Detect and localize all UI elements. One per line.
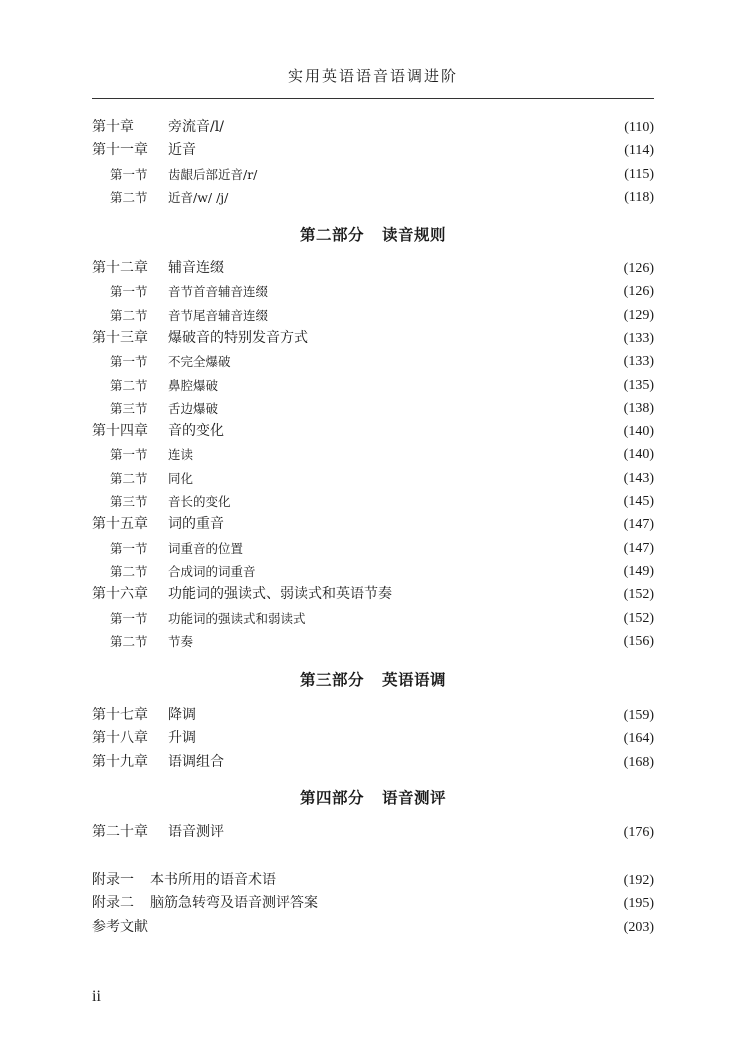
entry-title: 语音测评 (168, 824, 224, 840)
entry-title: 语调组合 (168, 753, 224, 770)
entry-title: 合成词的词重音 (168, 563, 256, 579)
entry-page-number: (159) (623, 708, 654, 723)
entry-number: 参考文献 (92, 918, 148, 935)
entry-page-number: (133) (623, 354, 654, 370)
toc-entry-section[interactable] (92, 560, 654, 583)
entry-number: 第二节 (110, 307, 148, 323)
entry-title: 音节尾音辅音连缀 (168, 307, 269, 323)
toc-entry-appendix[interactable] (92, 869, 654, 892)
dot-leader (202, 139, 618, 162)
entry-page-number: (192) (623, 873, 654, 888)
dot-leader (230, 420, 618, 443)
dot-leader (156, 916, 618, 939)
entry-page-number: (118) (624, 189, 654, 205)
entry-page-number: (143) (623, 470, 654, 486)
entry-page-number: (140) (623, 424, 654, 440)
toc-entry-chapter[interactable] (92, 704, 654, 727)
entry-number: 第一节 (110, 166, 148, 182)
entry-number: 第三节 (110, 400, 148, 416)
entry-title: 升调 (168, 730, 196, 747)
entry-title: 音节首音辅音连缀 (168, 284, 269, 300)
dot-leader (202, 704, 618, 727)
entry-title: 舌边爆破 (168, 400, 219, 416)
dot-leader (274, 304, 618, 327)
entry-page-number: (126) (623, 284, 654, 300)
dot-leader (398, 583, 618, 606)
entry-page-number: (164) (623, 731, 654, 747)
toc-entry-section[interactable] (92, 467, 654, 490)
toc-entry-appendix[interactable] (92, 892, 654, 915)
dot-leader (249, 537, 618, 560)
dot-leader (230, 257, 618, 280)
entry-number: 第十七章 (92, 707, 148, 723)
entry-title: 本书所用的语音术语 (150, 872, 276, 888)
entry-title: 近音/w/ /j/ (168, 189, 229, 205)
dot-leader (282, 869, 618, 892)
part-heading-2 (92, 223, 654, 247)
entry-title: 不完全爆破 (168, 354, 231, 370)
dot-leader (230, 751, 618, 774)
entry-page-number: (129) (623, 307, 654, 323)
toc-entry-chapter[interactable] (92, 513, 654, 536)
dot-leader (237, 490, 618, 513)
toc-entry-chapter[interactable] (92, 420, 654, 443)
entry-page-number: (152) (623, 587, 654, 603)
toc-entry-section[interactable] (92, 304, 654, 327)
toc-entry-appendix[interactable] (92, 916, 654, 939)
entry-number: 第十三章 (92, 329, 148, 346)
dot-leader (324, 892, 618, 915)
entry-title: 近音 (168, 142, 196, 159)
entry-number: 第二节 (110, 189, 148, 205)
entry-page-number: (195) (623, 896, 654, 912)
dot-leader (274, 280, 618, 303)
toc-entry-section[interactable] (92, 350, 654, 373)
entry-title: 功能词的强读式、弱读式和英语节奏 (168, 586, 392, 603)
entry-title: 脑筋急转弯及语音测评答案 (150, 895, 318, 912)
entry-title: 同化 (168, 470, 194, 486)
entry-number: 附录二 (92, 895, 134, 912)
toc-entry-section[interactable] (92, 490, 654, 513)
toc-entry-chapter[interactable] (92, 257, 654, 280)
entry-page-number: (203) (623, 919, 654, 935)
part-name: 语音测评 (382, 789, 447, 807)
entry-number: 第十五章 (92, 516, 148, 533)
toc-entry-section[interactable] (92, 607, 654, 630)
entry-number: 第三节 (110, 494, 148, 509)
entry-number: 第二节 (110, 633, 148, 649)
toc-entry-chapter[interactable] (92, 116, 654, 139)
part-name: 读音规则 (382, 226, 447, 244)
entry-number: 第一节 (110, 354, 148, 370)
entry-number: 第一节 (110, 610, 148, 626)
entry-title: 功能词的强读式和弱读式 (168, 610, 306, 626)
dot-leader (230, 116, 618, 139)
entry-page-number: (147) (623, 517, 654, 533)
dot-leader (224, 397, 618, 420)
toc-entry-section[interactable] (92, 163, 654, 186)
entry-title: 音的变化 (168, 423, 224, 440)
entry-page-number: (152) (623, 610, 654, 626)
dot-leader (230, 821, 618, 844)
dot-leader (199, 467, 618, 490)
entry-page-number: (110) (624, 120, 654, 135)
header-rule (92, 98, 654, 99)
entry-page-number: (147) (623, 540, 654, 556)
toc-entry-section[interactable] (92, 280, 654, 303)
entry-page-number: (126) (623, 261, 654, 276)
entry-number: 第二节 (110, 563, 148, 579)
entry-title: 音长的变化 (168, 494, 231, 509)
toc-entry-chapter[interactable] (92, 583, 654, 606)
part-heading-4 (92, 786, 654, 810)
toc-entry-section[interactable] (92, 186, 654, 209)
dot-leader (234, 186, 618, 209)
entry-number: 第二节 (110, 470, 148, 486)
dot-leader (199, 630, 618, 653)
dot-leader (202, 727, 618, 750)
entry-page-number: (168) (623, 754, 654, 770)
entry-title: 节奏 (168, 633, 194, 649)
dot-leader (237, 350, 618, 373)
entry-number: 第一节 (110, 447, 148, 463)
entry-page-number: (149) (623, 563, 654, 579)
entry-title: 辅音连缀 (168, 260, 224, 276)
entry-number: 第二十章 (92, 824, 148, 840)
entry-number: 第十一章 (92, 142, 148, 159)
page-folio: ii (92, 988, 101, 1005)
entry-number: 第二节 (110, 377, 148, 393)
dot-leader (224, 374, 618, 397)
entry-number: 第十九章 (92, 753, 148, 770)
entry-page-number: (114) (624, 143, 654, 159)
toc-entry-chapter[interactable] (92, 751, 654, 774)
entry-title: 降调 (168, 707, 196, 723)
dot-leader (262, 560, 618, 583)
entry-title: 鼻腔爆破 (168, 377, 219, 393)
running-header: 实用英语语音语调进阶 (287, 67, 458, 85)
dot-leader (230, 513, 618, 536)
entry-page-number: (115) (624, 166, 654, 182)
entry-page-number: (135) (623, 377, 654, 393)
dot-leader (199, 443, 618, 466)
toc-entry-section[interactable] (92, 374, 654, 397)
toc-entry-chapter[interactable] (92, 327, 654, 350)
entry-number: 第十二章 (92, 260, 148, 276)
toc-entry-section[interactable] (92, 397, 654, 420)
part-name: 英语语调 (382, 671, 447, 689)
toc-entry-section[interactable] (92, 537, 654, 560)
entry-page-number: (156) (623, 633, 654, 649)
part-label: 第三部分 (299, 671, 364, 689)
entry-title: 旁流音/l/ (168, 119, 224, 135)
part-label: 第二部分 (299, 226, 364, 244)
entry-number: 第一节 (110, 540, 148, 556)
entry-page-number: (133) (623, 330, 654, 346)
toc-entry-section[interactable] (92, 630, 654, 653)
entry-number: 第一节 (110, 284, 148, 300)
entry-page-number: (138) (623, 400, 654, 416)
entry-number: 第十章 (92, 119, 134, 135)
entry-title: 连读 (168, 447, 194, 463)
dot-leader (314, 327, 618, 350)
entry-page-number: (140) (623, 447, 654, 463)
entry-number: 附录一 (92, 872, 134, 888)
dot-leader (312, 607, 618, 630)
entry-title: 词的重音 (168, 516, 224, 533)
entry-page-number: (145) (623, 494, 654, 509)
entry-number: 第十八章 (92, 730, 148, 747)
part-heading-3 (92, 668, 654, 692)
toc-entry-chapter[interactable] (92, 139, 654, 162)
toc-entry-chapter[interactable] (92, 821, 654, 844)
toc-entry-chapter[interactable] (92, 727, 654, 750)
toc-entry-section[interactable] (92, 443, 654, 466)
entry-number: 第十六章 (92, 586, 148, 603)
part-label: 第四部分 (299, 789, 364, 807)
entry-title: 爆破音的特别发音方式 (168, 329, 308, 346)
dot-leader (263, 163, 618, 186)
entry-title: 齿龈后部近音/r/ (168, 166, 258, 182)
entry-number: 第十四章 (92, 423, 148, 440)
entry-page-number: (176) (623, 825, 654, 840)
entry-title: 词重音的位置 (168, 540, 244, 556)
